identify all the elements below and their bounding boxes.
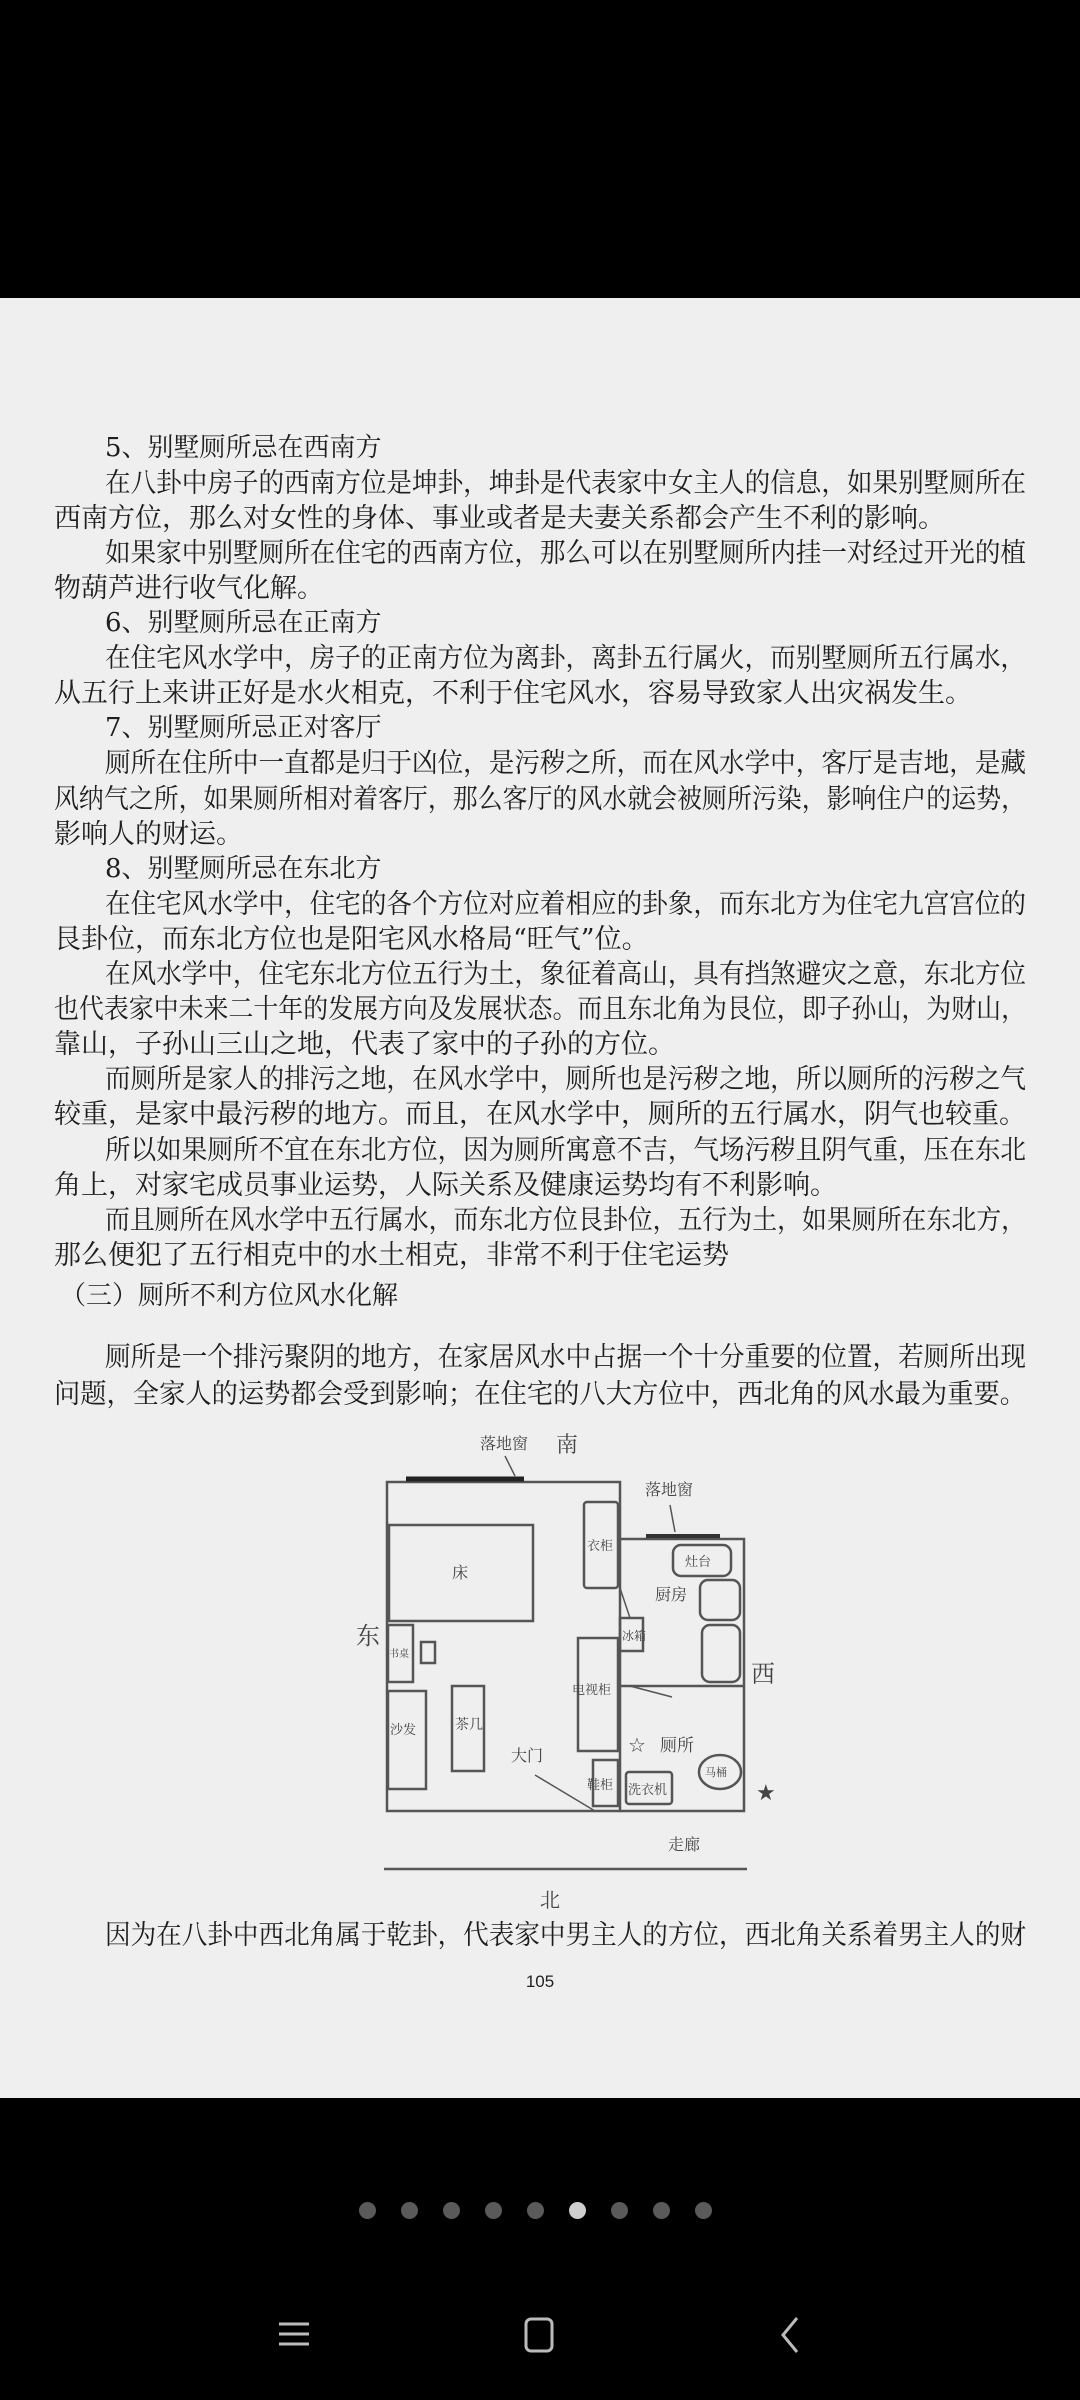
home-icon: [514, 2310, 564, 2360]
page-dot[interactable]: [443, 2202, 460, 2219]
text-line: 从五行上来讲正好是水火相克，不利于住宅风水，容易导致家人出灾祸发生。: [54, 678, 972, 710]
text-line: 而且厕所在风水学中五行属水，而东北方位艮卦位，五行为土，如果厕所在东北方，: [105, 1204, 1026, 1236]
text-line: 艮卦位，而东北方位也是阳宅风水格局“旺气”位。: [54, 923, 649, 955]
text-line: 而厕所是家人的排污之地，在风水学中，厕所也是污秽之地，所以厕所的污秽之气: [105, 1064, 1026, 1096]
text-line: 风纳气之所，如果厕所相对着客厅，那么客厅的风水就会被厕所污染，影响住户的运势，: [54, 783, 1026, 815]
home-button[interactable]: [514, 2310, 564, 2360]
text-line: 厕所是一个排污聚阴的地方，在家居风水中占据一个十分重要的位置，若厕所出现: [105, 1341, 1026, 1373]
text-line: 物葫芦进行收气化解。: [54, 572, 324, 604]
page-dot[interactable]: [611, 2202, 628, 2219]
section-heading: （三）厕所不利方位风水化解: [60, 1280, 399, 1311]
section-subheading: 7、别墅厕所忌正对客厅: [105, 713, 382, 744]
back-button[interactable]: [765, 2310, 815, 2360]
text-line: 问题，全家人的运势都会受到影响；在住宅的八大方位中，西北角的风水最为重要。: [54, 1378, 1026, 1410]
text-line: 在八卦中房子的西南方位是坤卦，坤卦是代表家中女主人的信息，如果别墅厕所在: [105, 467, 1026, 499]
section-subheading: 8、别墅厕所忌在东北方: [105, 853, 382, 884]
text-line: 较重，是家中最污秽的地方。而且，在风水学中，厕所的五行属水，阴气也较重。: [54, 1099, 1026, 1131]
text-line: 靠山，子孙山三山之地，代表了家中的子孙的方位。: [54, 1029, 675, 1061]
floor-plan-diagram: [0, 298, 1080, 2098]
label-sofa: 沙发: [390, 1723, 417, 1738]
page-dot[interactable]: [695, 2202, 712, 2219]
text-line: 因为在八卦中西北角属于乾卦，代表家中男主人的方位，西北角关系着男主人的财: [105, 1919, 1026, 1951]
label-fridge: 冰箱: [622, 1629, 647, 1643]
label-kitchen: 厨房: [655, 1585, 688, 1604]
page-number: 105: [525, 1972, 555, 1991]
star-outline-icon: ☆: [628, 1733, 646, 1757]
label-main-door: 大门: [511, 1746, 544, 1765]
label-tv-cabinet: 电视柜: [572, 1683, 612, 1698]
desk-chair-shape: [421, 1642, 435, 1663]
text-line: 影响人的财运。: [54, 818, 243, 850]
label-tea-table: 茶几: [455, 1717, 483, 1733]
counter-shape-1: [700, 1580, 740, 1620]
page-dot[interactable]: [401, 2202, 418, 2219]
page-dot[interactable]: [653, 2202, 670, 2219]
text-line: 所以如果厕所不宜在东北方位，因为厕所寓意不吉，气场污秽且阴气重，压在东北: [105, 1134, 1026, 1166]
text-line: 也代表家中未来二十年的发展方向及发展状态。而且东北角为艮位，即子孙山，为财山，: [54, 994, 1026, 1026]
page-dot[interactable]: [485, 2202, 502, 2219]
label-toilet: 马桶: [705, 1766, 727, 1779]
label-bed: 床: [452, 1563, 469, 1582]
back-icon: [765, 2310, 815, 2360]
page-dot[interactable]: [359, 2202, 376, 2219]
label-east: 东: [356, 1622, 380, 1650]
label-wardrobe: 衣柜: [587, 1539, 614, 1554]
text-line: 那么便犯了五行相克中的水土相克，非常不利于住宅运势: [54, 1239, 729, 1271]
text-line: 如果家中别墅厕所在住宅的西南方位，那么可以在别墅厕所内挂一对经过开光的植: [105, 537, 1026, 569]
label-window-south: 落地窗: [480, 1434, 529, 1453]
label-toilet-room: 厕所: [660, 1736, 694, 1756]
menu-icon: [269, 2310, 319, 2360]
text-line: 厕所在住所中一直都是归于凶位，是污秽之所，而在风水学中，客厅是吉地，是藏: [105, 748, 1026, 780]
text-line: 在住宅风水学中，房子的正南方位为离卦，离卦五行属火，而别墅厕所五行属水，: [105, 643, 1026, 675]
text-line: 在住宅风水学中，住宅的各个方位对应着相应的卦象，而东北方为住宅九宫宫位的: [105, 888, 1026, 920]
page-indicator[interactable]: [359, 2202, 712, 2219]
section-subheading: 6、别墅厕所忌在正南方: [105, 608, 382, 638]
page-dot[interactable]: [569, 2202, 586, 2219]
sofa-shape: [388, 1691, 426, 1789]
page-dot[interactable]: [527, 2202, 544, 2219]
star-filled-icon: ★: [756, 1781, 776, 1806]
label-west: 西: [751, 1660, 775, 1688]
label-north: 北: [540, 1888, 560, 1912]
document-page: [0, 298, 1080, 2098]
menu-button[interactable]: [269, 2310, 319, 2360]
section-subheading: 5、别墅厕所忌在西南方: [105, 432, 382, 463]
text-line: 角上，对家宅成员事业运势，人际关系及健康运势均有不利影响。: [54, 1169, 837, 1201]
label-desk: 书桌: [389, 1649, 409, 1660]
text-line: 西南方位，那么对女性的身体、事业或者是夫妻关系都会产生不利的影响。: [54, 502, 945, 534]
counter-shape-2: [702, 1625, 740, 1682]
label-corridor: 走廊: [668, 1835, 701, 1854]
text-line: 在风水学中，住宅东北方位五行为土，象征着高山，具有挡煞避灾之意，东北方位: [105, 959, 1026, 990]
label-washer: 洗衣机: [628, 1783, 668, 1798]
label-window-west: 落地窗: [645, 1480, 694, 1499]
label-south: 南: [556, 1433, 579, 1458]
label-stove: 灶台: [685, 1555, 712, 1570]
label-shoe-cabinet: 鞋柜: [587, 1778, 614, 1793]
